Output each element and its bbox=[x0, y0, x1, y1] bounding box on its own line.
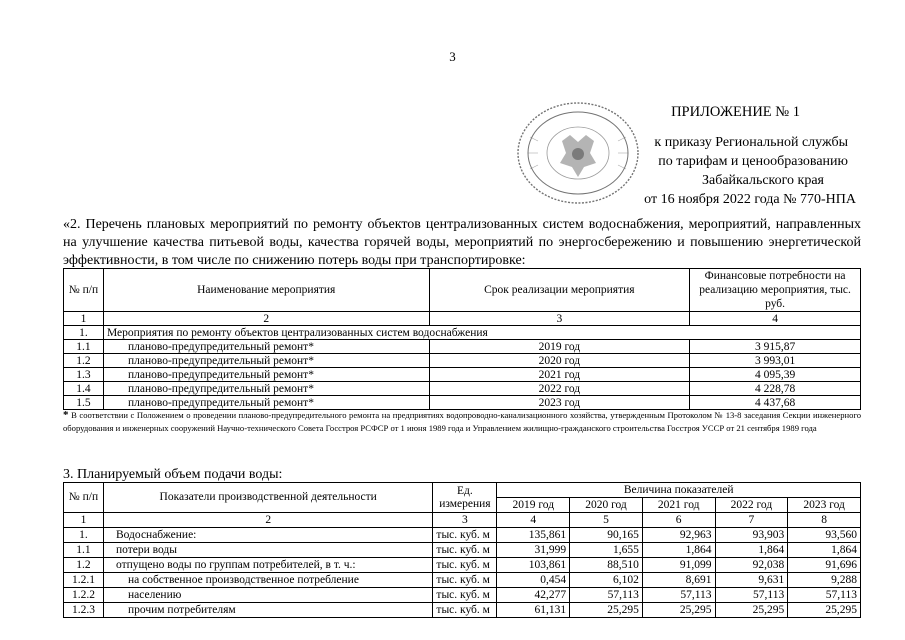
footnote-text: В соответствии с Положением о проведении планово-предупредительного ремонта на предприятиях водопроводно-канализационного хозяйства, утвержденным Протоколом № 13-8 заседания Секции инженерного оборудования и инженерных сооружений Научно-технического Совета Госстроя РСФСР от 1 июня 1989 года и Управлением жилищно-гражданского строительства Госстроя УССР от 21 сентября 1989 года bbox=[63, 410, 861, 433]
appendix-line: Забайкальского края bbox=[701, 173, 824, 188]
table-index-row bbox=[64, 513, 861, 528]
table-cell: 8,691 bbox=[642, 573, 715, 588]
table-cell: потери воды bbox=[103, 543, 432, 558]
table-row bbox=[64, 543, 861, 558]
table-cell: 25,295 bbox=[570, 603, 643, 618]
section-3-heading: 3. Планируемый объем подачи воды: bbox=[63, 467, 283, 482]
table-cell: тыс. куб. м bbox=[433, 588, 497, 603]
table-row bbox=[64, 603, 861, 618]
table-index-row bbox=[64, 312, 861, 326]
table-cell: 1.5 bbox=[64, 396, 104, 410]
section-2-heading: «2. Перечень плановых мероприятий по ремонту объектов централизованных систем водоснабжения, мероприятий, направленных на улучшение качества питьевой воды, качества горячей воды, мероприятий по энергосбережению и повышению энергетической эффективности, в том числе по снижению потерь воды при транспортировке: bbox=[63, 217, 861, 268]
year-header: 2022 год bbox=[715, 498, 788, 513]
table-cell: 1.2.2 bbox=[64, 588, 104, 603]
table-group-row bbox=[64, 326, 861, 340]
footnote bbox=[63, 409, 861, 435]
column-header: Ед. измерения bbox=[433, 483, 497, 513]
table-cell: 57,113 bbox=[642, 588, 715, 603]
table-cell: планово-предупредительный ремонт* bbox=[103, 340, 429, 354]
table-cell: 6,102 bbox=[570, 573, 643, 588]
repair-measures-table bbox=[63, 268, 861, 410]
table-cell: 1.2.3 bbox=[64, 603, 104, 618]
table-cell: 2020 год bbox=[429, 354, 690, 368]
table-cell: 57,113 bbox=[570, 588, 643, 603]
page-number: 3 bbox=[449, 49, 456, 64]
table-cell: 42,277 bbox=[497, 588, 570, 603]
table-cell: 7 bbox=[715, 513, 788, 528]
table-cell: 1 bbox=[64, 513, 104, 528]
table-cell: 4 bbox=[497, 513, 570, 528]
table-row bbox=[64, 588, 861, 603]
table-cell: 25,295 bbox=[642, 603, 715, 618]
table-cell: 88,510 bbox=[570, 558, 643, 573]
table-row bbox=[64, 573, 861, 588]
table-cell: планово-предупредительный ремонт* bbox=[103, 382, 429, 396]
table-cell: 8 bbox=[788, 513, 861, 528]
table-cell: населению bbox=[103, 588, 432, 603]
table-cell: тыс. куб. м bbox=[433, 573, 497, 588]
table-row bbox=[64, 382, 861, 396]
table-row bbox=[64, 396, 861, 410]
table-cell: тыс. куб. м bbox=[433, 543, 497, 558]
table-cell: Водоснабжение: bbox=[103, 528, 432, 543]
table-cell: 91,099 bbox=[642, 558, 715, 573]
table-cell: 1.2 bbox=[64, 558, 104, 573]
table-cell: 31,999 bbox=[497, 543, 570, 558]
column-header: Финансовые потребности на реализацию мероприятия, тыс. руб. bbox=[690, 269, 861, 312]
table-cell: 1. bbox=[64, 528, 104, 543]
appendix-line: от 16 ноября 2022 года № 770-НПА bbox=[644, 192, 856, 207]
table-cell: прочим потребителям bbox=[103, 603, 432, 618]
table-cell: 25,295 bbox=[788, 603, 861, 618]
year-header: 2020 год bbox=[570, 498, 643, 513]
table-cell: 3 bbox=[433, 513, 497, 528]
table-cell: 1,864 bbox=[642, 543, 715, 558]
year-header: 2019 год bbox=[497, 498, 570, 513]
table-cell: 61,131 bbox=[497, 603, 570, 618]
table-cell: 57,113 bbox=[788, 588, 861, 603]
footnote-marker: * bbox=[63, 409, 69, 421]
table-cell: 1. bbox=[64, 326, 104, 340]
table-cell: 2023 год bbox=[429, 396, 690, 410]
table-cell: 1.3 bbox=[64, 368, 104, 382]
table-cell: 1,864 bbox=[715, 543, 788, 558]
table-cell: 1.2.1 bbox=[64, 573, 104, 588]
appendix-line: по тарифам и ценообразованию bbox=[658, 154, 848, 169]
table-cell: 3 993,01 bbox=[690, 354, 861, 368]
appendix-line: к приказу Региональной службы bbox=[654, 135, 848, 150]
table-cell: 4 bbox=[690, 312, 861, 326]
table-cell: 103,861 bbox=[497, 558, 570, 573]
table-cell: тыс. куб. м bbox=[433, 558, 497, 573]
table-row bbox=[64, 528, 861, 543]
table-cell: 91,696 bbox=[788, 558, 861, 573]
table-cell: 1.2 bbox=[64, 354, 104, 368]
appendix-title: ПРИЛОЖЕНИЕ № 1 bbox=[671, 104, 800, 120]
year-header: 2021 год bbox=[642, 498, 715, 513]
table-cell: 0,454 bbox=[497, 573, 570, 588]
table-cell: 4 228,78 bbox=[690, 382, 861, 396]
table-row bbox=[64, 368, 861, 382]
table-cell: 1,864 bbox=[788, 543, 861, 558]
table-cell: отпущено воды по группам потребителей, в т. ч.: bbox=[103, 558, 432, 573]
table-cell: 135,861 bbox=[497, 528, 570, 543]
table-cell: 2022 год bbox=[429, 382, 690, 396]
table-cell: 93,560 bbox=[788, 528, 861, 543]
table-cell: 1.1 bbox=[64, 340, 104, 354]
table-cell: 1 bbox=[64, 312, 104, 326]
table-cell: тыс. куб. м bbox=[433, 528, 497, 543]
table-cell: 25,295 bbox=[715, 603, 788, 618]
column-header: № п/п bbox=[64, 269, 104, 312]
table-cell: 6 bbox=[642, 513, 715, 528]
table-cell: тыс. куб. м bbox=[433, 603, 497, 618]
column-header: Срок реализации мероприятия bbox=[429, 269, 690, 312]
table-cell: 92,963 bbox=[642, 528, 715, 543]
column-header: Показатели производственной деятельности bbox=[103, 483, 432, 513]
table-cell: Мероприятия по ремонту объектов централизованных систем водоснабжения bbox=[103, 326, 860, 340]
table-cell: 57,113 bbox=[715, 588, 788, 603]
table-cell: планово-предупредительный ремонт* bbox=[103, 354, 429, 368]
table-row bbox=[64, 354, 861, 368]
table-header-row bbox=[64, 483, 861, 498]
year-header: 2023 год bbox=[788, 498, 861, 513]
column-header: Наименование мероприятия bbox=[103, 269, 429, 312]
table-cell: 2 bbox=[103, 513, 432, 528]
table-cell: планово-предупредительный ремонт* bbox=[103, 368, 429, 382]
table-cell: 4 095,39 bbox=[690, 368, 861, 382]
appendix-block bbox=[560, 103, 860, 209]
table-row bbox=[64, 558, 861, 573]
table-cell: 1.4 bbox=[64, 382, 104, 396]
table-cell: 9,631 bbox=[715, 573, 788, 588]
water-supply-volume-table bbox=[63, 482, 861, 618]
table-cell: 5 bbox=[570, 513, 643, 528]
column-header: № п/п bbox=[64, 483, 104, 513]
column-header: Величина показателей bbox=[497, 483, 861, 498]
table-header-row bbox=[64, 269, 861, 312]
table-cell: 93,903 bbox=[715, 528, 788, 543]
table-cell: планово-предупредительный ремонт* bbox=[103, 396, 429, 410]
table-cell: 1.1 bbox=[64, 543, 104, 558]
table-cell: 92,038 bbox=[715, 558, 788, 573]
table-cell: 3 915,87 bbox=[690, 340, 861, 354]
table-cell: 4 437,68 bbox=[690, 396, 861, 410]
table-cell: на собственное производственное потребление bbox=[103, 573, 432, 588]
table-cell: 2 bbox=[103, 312, 429, 326]
table-row bbox=[64, 340, 861, 354]
table-cell: 9,288 bbox=[788, 573, 861, 588]
table-cell: 90,165 bbox=[570, 528, 643, 543]
table-cell: 2019 год bbox=[429, 340, 690, 354]
table-cell: 1,655 bbox=[570, 543, 643, 558]
table-cell: 2021 год bbox=[429, 368, 690, 382]
table-cell: 3 bbox=[429, 312, 690, 326]
